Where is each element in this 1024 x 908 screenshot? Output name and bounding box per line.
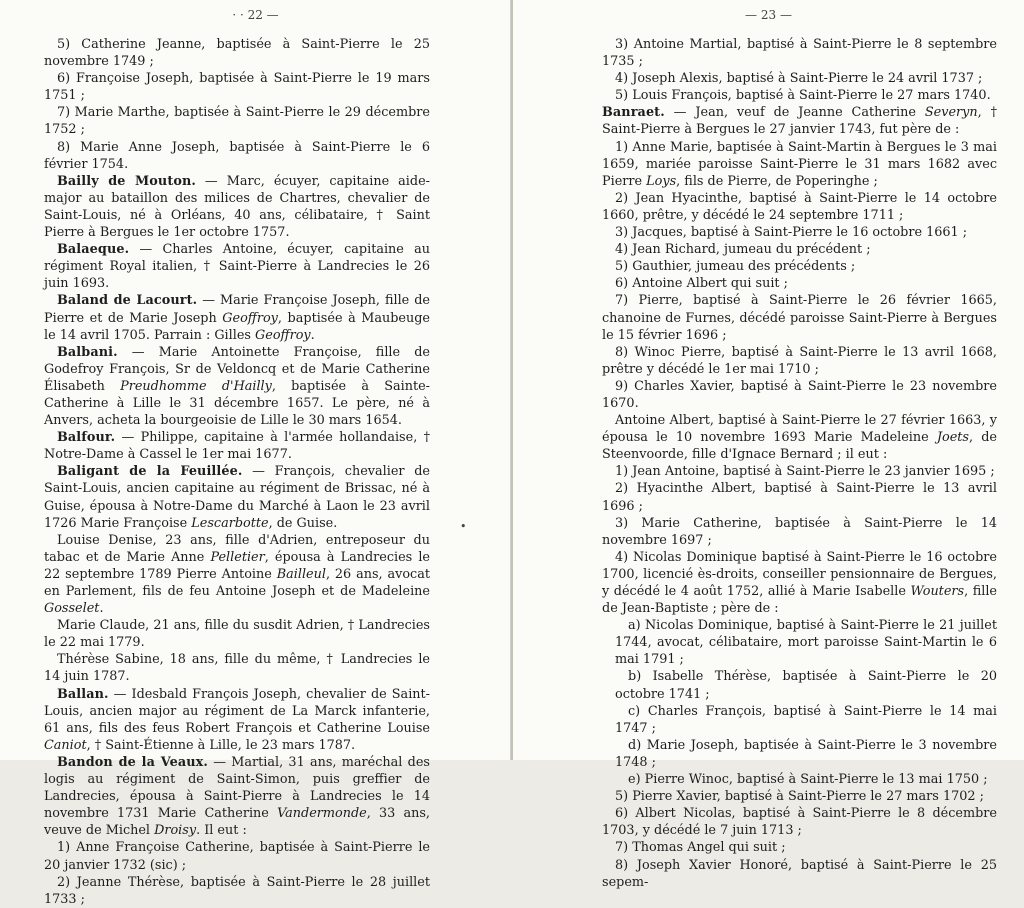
paragraph [602,224,997,241]
surname: Vandermonde [277,806,367,822]
text-run: , baptisée à Maubeuge le 14 avril 1705. Parrain : Gilles [44,310,431,343]
text-run: Thérèse Sabine, 18 ans, fille du même, † Landrecies le 14 juin 1787. [44,652,430,685]
text-run: 6) Antoine Albert qui suit ; [615,276,788,292]
paragraph [602,788,997,805]
text-run: — François, chevalier de Saint-Louis, ancien capitaine au régiment de Brissac, né à Guise, épousa à Notre-Dame du Marché à Laon le 23 avril 1726 Marie Françoise [44,464,430,531]
paragraph [44,617,430,651]
surname: Geoffroy [255,327,311,343]
text-run: , † Saint-Étienne à Lille, le 23 mars 1787. [86,737,356,753]
text-run: 4) Joseph Alexis, baptisé à Saint-Pierre le 24 avril 1737 ; [615,71,983,87]
entry-name: Balbani. [57,344,118,360]
paragraph [602,139,997,190]
surname: Bailleul [276,566,326,582]
paragraph [44,532,430,617]
text-run: 3) Jacques, baptisé à Saint-Pierre le 16 octobre 1661 ; [615,225,968,241]
surname: Joets [936,430,969,446]
paragraph [602,515,997,549]
text-run: Louise Denise, 23 ans, fille d'Adrien, entreposeur du tabac et de Marie Anne [44,532,430,565]
entry-name: Baligant de la Feuillée. [57,464,243,480]
paragraph [602,839,997,856]
surname: Geoffroy [222,310,278,326]
text-run: — Jean, veuf de Jeanne Catherine [664,105,925,121]
paragraph [44,70,430,104]
paragraph [602,737,997,771]
text-run: , de Guise. [268,515,338,531]
text-run: 1) Anne Marie, baptisée à Saint-Martin à Bergues le 3 mai 1659, mariée paroisse Saint-Pierre le 31 mars 1682 avec Pierre [602,139,997,189]
text-run: . [310,327,315,343]
paragraph [44,463,430,531]
paragraph [44,173,430,241]
paragraph [602,617,997,668]
paragraph [602,190,997,224]
text-run: , de Steenvoorde, fille d'Ignace Bernard ; il eut : [602,430,997,463]
text-run: — Marie Françoise Joseph, fille de Pierre et de Marie Joseph [44,293,430,326]
right-page [513,0,1024,890]
page-number: · · 22 — [232,8,279,22]
surname: Gosselet [44,601,100,617]
text-run: 3) Antoine Martial, baptisé à Saint-Pierre le 8 septembre 1735 ; [602,37,997,70]
text-run: — Charles Antoine, écuyer, capitaine au régiment Royal italien, † Saint-Pierre à Landrecies le 26 juin 1693. [44,242,430,292]
surname: Preudhomme d'Hailly [120,378,272,394]
text-run: , 26 ans, avocat en Parlement, fils de feu Antoine Joseph et de Madeleine [44,566,430,599]
text-run: 6) Françoise Joseph, baptisée à Saint-Pierre le 19 mars 1751 ; [44,71,430,104]
text-run: 8) Joseph Xavier Honoré, baptisé à Saint-Pierre le 25 sepem- [602,857,997,890]
paragraph [44,754,430,839]
paragraph [44,36,430,70]
text-run: b) Isabelle Thérèse, baptisée à Saint-Pierre le 20 octobre 1741 ; [615,669,997,702]
text-run: , épousa à Landrecies le 22 septembre 1789 Pierre Antoine [44,549,430,582]
entry-name: Baland de Lacourt. [57,293,198,309]
text-run: , fille de Jean-Baptiste ; père de : [602,584,997,617]
text-run: Antoine Albert, baptisé à Saint-Pierre le 27 février 1663, y épousa le 10 novembre 1693 Marie Madeleine [602,413,997,446]
paragraph [602,275,997,292]
surname: Pelletier [210,549,265,565]
page-text [602,36,997,891]
paragraph [602,463,997,480]
surname: Loys [646,173,677,189]
text-run: c) Charles François, baptisé à Saint-Pierre le 14 mai 1747 ; [615,703,997,736]
text-run: 4) Jean Richard, jumeau du précédent ; [615,242,871,258]
surname: Droisy [154,823,197,839]
paragraph [44,839,430,873]
paragraph [602,258,997,275]
text-run: a) Nicolas Dominique, baptisé à Saint-Pierre le 21 juillet 1744, avocat, célibataire, mort paroisse Saint-Martin le 6 mai 1791 ; [615,618,997,668]
text-run: 2) Jeanne Thérèse, baptisée à Saint-Pierre le 28 juillet 1733 ; [44,874,430,907]
paragraph [44,241,430,292]
text-run: 1) Jean Antoine, baptisé à Saint-Pierre le 23 janvier 1695 ; [615,464,995,480]
text-run: 4) Nicolas Dominique baptisé à Saint-Pierre le 16 octobre 1700, licencié ès-droits, conseiller pensionnaire de Bergues, y décédé le 4 août 1752, allié à Marie Isabelle [602,549,997,599]
paragraph [602,104,997,138]
text-run: d) Marie Joseph, baptisée à Saint-Pierre le 3 novembre 1748 ; [615,737,997,770]
entry-name: Balaeque. [57,242,130,258]
paragraph [44,874,430,908]
surname: Wouters [910,584,965,599]
entry-name: Bandon de la Veaux. [57,754,208,770]
text-run: — Philippe, capitaine à l'armée hollandaise, † Notre-Dame à Cassel le 1er mai 1677. [44,430,430,463]
text-run: 2) Jean Hyacinthe, baptisé à Saint-Pierre le 14 octobre 1660, prêtre, y décédé le 24 septembre 1711 ; [602,190,997,223]
paragraph [44,429,430,463]
paragraph [602,87,997,104]
paragraph [602,805,997,839]
page-number: — 23 — [745,8,792,22]
surname: Lescarbotte [191,515,269,531]
text-run: — Martial, 31 ans, maréchal des logis au régiment de Saint-Simon, puis greffier de Landrecies, épousa à Saint-Pierre à Landrecies le 14 novembre 1731 Marie Catherine [44,754,430,822]
text-run: — Marc, écuyer, capitaine aide-major au bataillon des milices de Chartres, chevalier de Saint-Louis, né à Orléans, 40 ans, célibataire, † Saint Pierre à Bergues le 1er octobre 1757. [44,173,430,241]
text-run: 7) Marie Marthe, baptisée à Saint-Pierre le 29 décembre 1752 ; [44,105,430,138]
text-run: 6) Albert Nicolas, baptisé à Saint-Pierre le 8 décembre 1703, y décédé le 7 juin 1713 ; [602,806,997,839]
surname: Severyn [924,105,978,121]
text-run: 5) Gauthier, jumeau des précédents ; [615,259,856,275]
paragraph [602,549,997,617]
page-text [44,36,430,908]
surname: Caniot [44,737,87,753]
text-run: 5) Catherine Jeanne, baptisée à Saint-Pierre le 25 novembre 1749 ; [44,37,430,70]
text-run: . [99,601,104,617]
text-run: 2) Hyacinthe Albert, baptisé à Saint-Pierre le 13 avril 1696 ; [602,481,997,514]
paragraph [44,344,430,429]
paragraph [602,378,997,412]
paragraph [602,857,997,891]
text-run: . Il eut : [196,823,247,839]
text-run: 5) Louis François, baptisé à Saint-Pierre le 27 mars 1740. [615,88,991,104]
text-run: , baptisée à Sainte-Catherine à Lille le 31 décembre 1657. Le père, né à Anvers, acheta la bourgeoisie de Lille le 30 mars 1654. [44,378,430,429]
text-run: — Idesbald François Joseph, chevalier de Saint-Louis, ancien major au régiment de La Marck infanterie, 61 ans, fils des feus Robert François et Catherine Louise [44,686,430,736]
paragraph [602,70,997,87]
paragraph [44,292,430,343]
entry-name: Ballan. [57,686,109,702]
paragraph [44,104,430,138]
text-run: 7) Pierre, baptisé à Saint-Pierre le 26 février 1665, chanoine de Furnes, décédé paroisse Saint-Pierre à Bergues le 15 février 1696 ; [602,293,997,343]
paragraph [44,139,430,173]
text-run: , † Saint-Pierre à Bergues le 27 janvier 1743, fut père de : [602,105,997,138]
paragraph [602,292,997,343]
paragraph [44,686,430,754]
paragraph [602,771,997,788]
text-run: Marie Claude, 21 ans, fille du susdit Adrien, † Landrecies le 22 mai 1779. [44,618,430,651]
entry-name: Balfour. [57,430,116,446]
text-run: 3) Marie Catherine, baptisée à Saint-Pierre le 14 novembre 1697 ; [602,515,997,548]
paragraph [602,241,997,258]
text-run: 8) Marie Anne Joseph, baptisée à Saint-Pierre le 6 février 1754. [44,139,430,172]
text-run: , fils de Pierre, de Poperinghe ; [676,173,878,189]
entry-name: Banraet. [602,105,665,121]
text-run: 8) Winoc Pierre, baptisé à Saint-Pierre le 13 avril 1668, prêtre y décédé le 1er mai 1710 ; [602,344,997,377]
paragraph [602,412,997,463]
text-run: , 33 ans, veuve de Michel [44,806,430,839]
ink-mark: • [460,520,467,533]
paragraph [602,668,997,702]
paragraph [602,480,997,514]
left-page [0,0,511,907]
text-run: e) Pierre Winoc, baptisé à Saint-Pierre le 13 mai 1750 ; [628,772,988,788]
paragraph [44,651,430,685]
text-run: 7) Thomas Angel qui suit ; [615,840,786,856]
entry-name: Bailly de Mouton. [57,173,196,189]
paragraph [602,36,997,70]
text-run: — Marie Antoinette Françoise, fille de Godefroy François, Sr de Veldoncq et de Marie Catherine Élisabeth [44,344,430,394]
paragraph [602,703,997,737]
paragraph [602,344,997,378]
text-run: 5) Pierre Xavier, baptisé à Saint-Pierre le 27 mars 1702 ; [615,789,984,805]
text-run: 9) Charles Xavier, baptisé à Saint-Pierre le 23 novembre 1670. [602,378,997,411]
text-run: 1) Anne Françoise Catherine, baptisée à Saint-Pierre le 20 janvier 1732 (sic) ; [44,840,430,873]
